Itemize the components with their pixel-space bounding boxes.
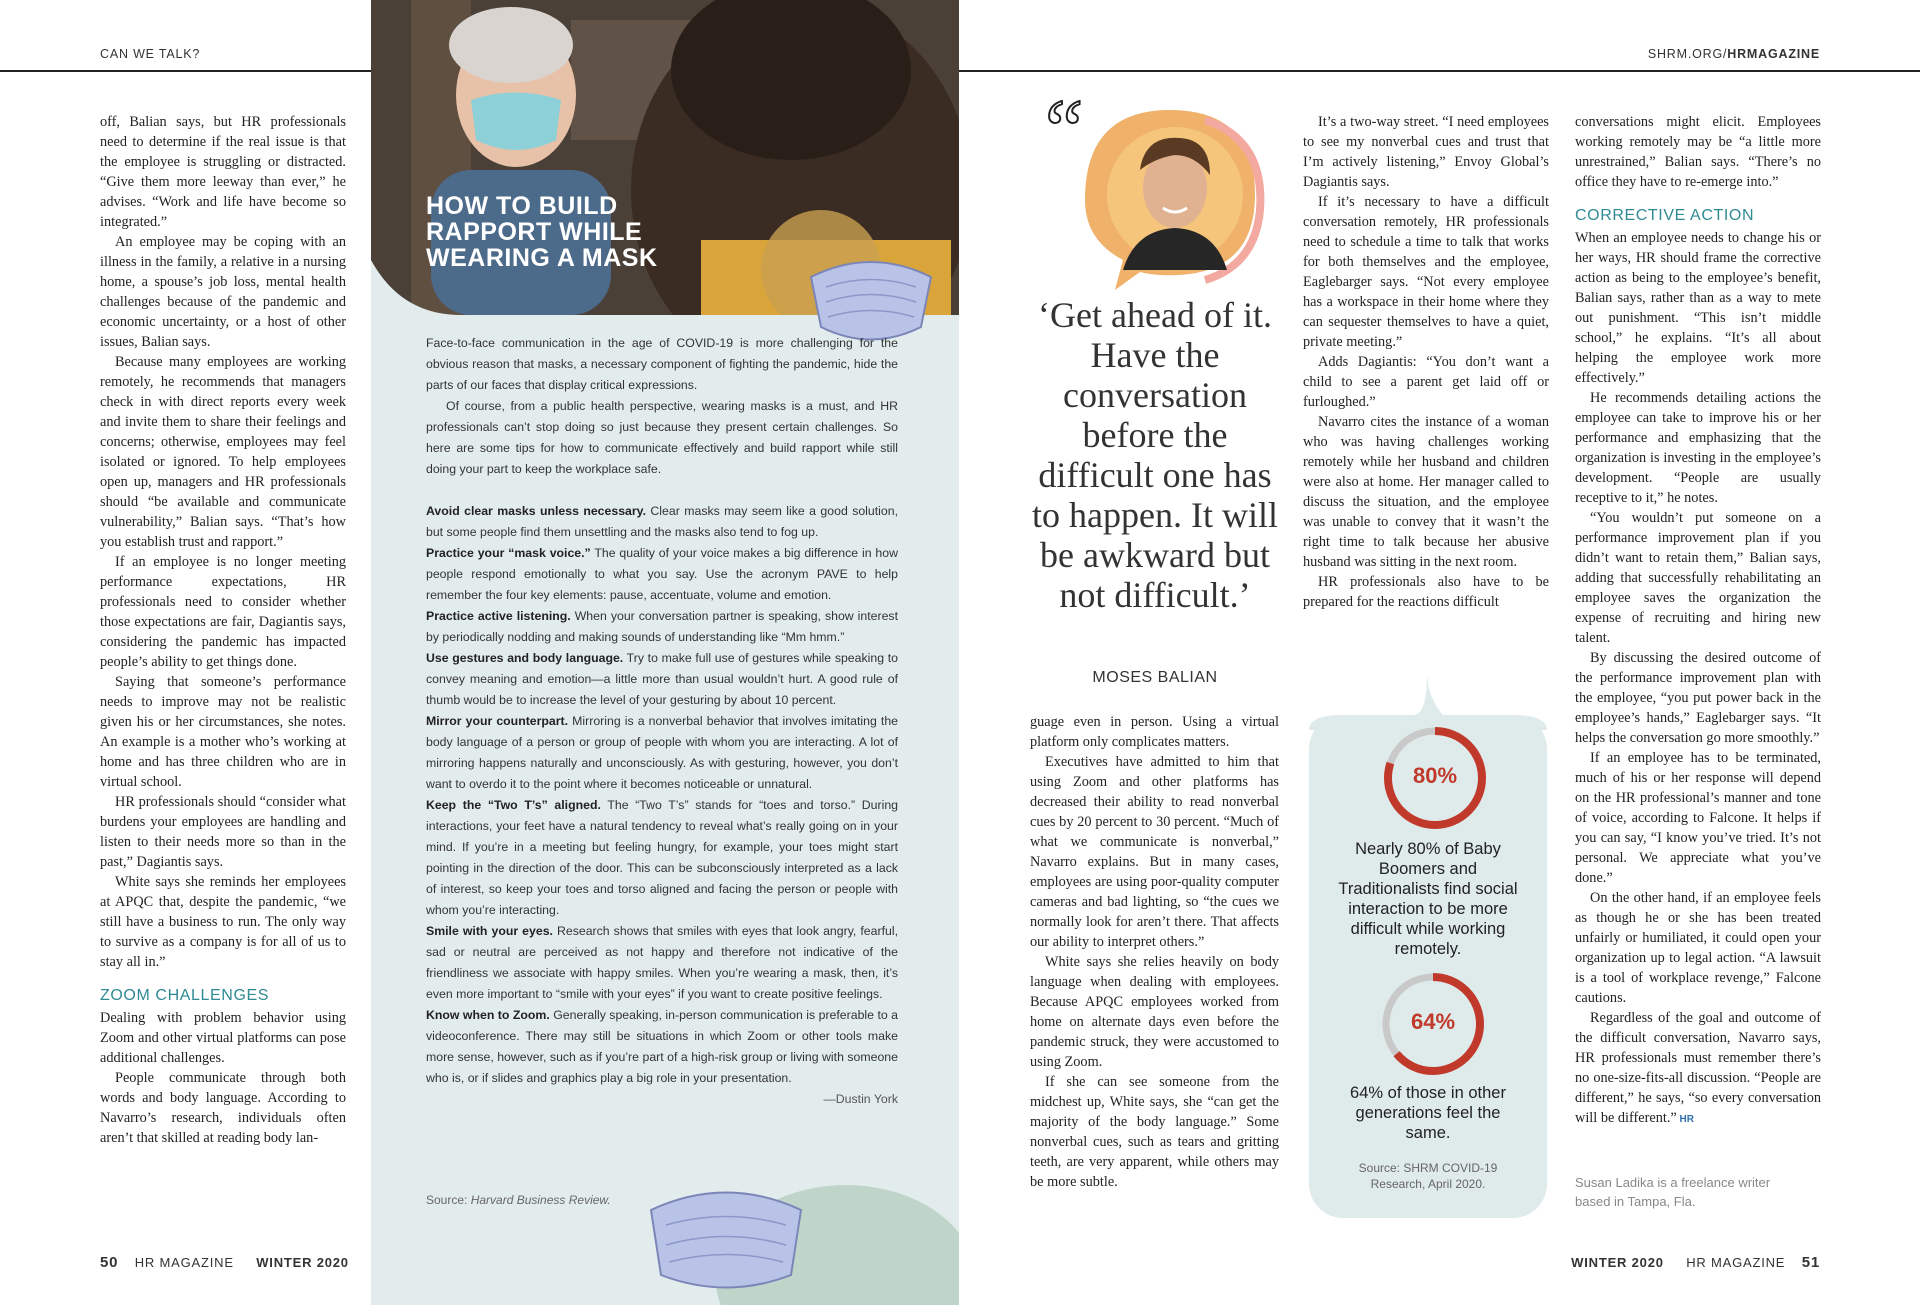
sidebar-tip-heading: Keep the “Two T’s” aligned. [426, 798, 601, 812]
stat-1-text: Nearly 80% of Baby Boomers and Traditionalists find social interaction to be more difficult while working remotely. [1338, 840, 1518, 958]
column-1-paragraphs [100, 112, 346, 972]
sidebar-text [426, 333, 898, 1110]
column-3 [1030, 712, 1279, 1192]
sidebar-tip [426, 543, 898, 606]
sidebar-source [426, 1193, 611, 1207]
header-rule-right [959, 70, 1920, 72]
paragraph: He recommends detailing actions the employee can take to improve his or her performance and emphasizing that the organization is investing in the employee’s development. “People are usually receptive to it,” he notes. [1575, 390, 1821, 506]
sidebar-tip-heading: Smile with your eyes. [426, 924, 553, 938]
sidebar-tip-heading: Use gestures and body language. [426, 651, 624, 665]
sidebar-tip-body: The “Two T’s” stands for “toes and torso.” During interactions, your feet have a natural tendency to reveal what’s really going on in your mind. If you’re in a meeting but feeling hungry, for example, your toes might start pointing in the direction of the door. This can be subconsciously interpreted as a lack of interest, so keep your toes and torso aligned and facing the person or people with whom you’re interacting. [426, 798, 898, 917]
sidebar-tip [426, 501, 898, 543]
paragraph: Regardless of the goal and outcome of the difficult conversation, Navarro says, HR professionals must remember there’s no one-size-fits-all discussion. “People are different,” he says, “so every conversation will be different.” HR [1575, 1010, 1821, 1126]
sidebar-tip-heading: Practice active listening. [426, 609, 571, 623]
sidebar-title-line: WEARING A MASK [426, 244, 658, 272]
running-head-left: CAN WE TALK? [100, 47, 201, 61]
sidebar-title-line: RAPPORT WHILE [426, 218, 643, 246]
footer-magazine-left: HR MAGAZINE [134, 1255, 234, 1270]
sidebar-tip-body: Try to make full use of gestures while speaking to convey meaning and emotion—a little more than usual wouldn’t hurt. A good rule of thumb would be to increase the level of your gesturing by about 10 percent. [426, 651, 898, 707]
paragraph: off, Balian says, but HR professionals need to determine if the real issue is that the employee is struggling or distracted. “Give them more leeway than ever,” he advises. “Work and life have become so integrated.” [100, 114, 346, 230]
paragraph: Saying that someone’s performance needs to improve may not be realistic given his or her circumstances, she notes. An example is a mother who’s working at home and has three children who are in virtual school. [100, 674, 346, 790]
paragraph: Dealing with problem behavior using Zoom and other virtual platforms can pose additional challenges. [100, 1010, 346, 1066]
sidebar-tip-body: Generally speaking, in-person communication is preferable to a videoconference. There may still be situations in which Zoom or other tools make more sense, however, such as if you’re part of a high-risk group or living with someone who is, or if slides and graphics play a big role in your presentation. [426, 1008, 898, 1085]
sidebar-source-label: Source: [426, 1193, 471, 1207]
author-bio-line: based in Tampa, Fla. [1575, 1194, 1696, 1209]
stat-source: Source: SHRM COVID-19 Research, April 2020. [1358, 1161, 1498, 1191]
paragraph: conversations might elicit. Employees working remotely may be “a little more unrestrained,” Balian says. “There’s no office they have to re-emerge into.” [1575, 114, 1821, 190]
running-head-right [1648, 47, 1820, 61]
subhead-corrective-action: CORRECTIVE ACTION [1575, 207, 1755, 224]
sidebar-title [426, 193, 658, 271]
paragraph: Navarro cites the instance of a woman who was having challenges working remotely while her husband and children were also at home. Her manager called to discuss the situation, and the employee was unable to convey that it wasn’t the right time to talk because her abusive husband was sitting in the next room. [1303, 414, 1549, 570]
paragraph: If she can see someone from the midchest up, White says, she “can get the majority of the body language.” Some nonverbal cues, such as tears and gritting teeth, are very apparent, while others may be more subtle. [1030, 1074, 1279, 1190]
sidebar-intro: Face-to-face communication in the age of COVID-19 is more challenging for the obvious reason that masks, a necessary component of fighting the pandemic, hide the parts of our faces that display critical expressions. [426, 336, 898, 392]
paragraph: By discussing the desired outcome of the performance improvement plan with the employee, “you put power back in the employee’s hands,” Eaglebarger says. “It helps the conversation go more smoothly.” [1575, 650, 1821, 746]
column-5 [1575, 112, 1821, 1130]
sidebar-tip [426, 606, 898, 648]
end-mark-icon: HR [1676, 1114, 1694, 1125]
paragraph: HR professionals also have to be prepared for the reactions difficult [1303, 574, 1549, 610]
sidebar-body [426, 333, 959, 1110]
footer-left [100, 1254, 349, 1271]
paragraph: People communicate through both words and body language. According to Navarro’s research, individuals often aren’t that skilled at reading body lan- [100, 1070, 346, 1146]
sidebar-tip-body: The quality of your voice makes a big difference in how people respond emotionally to what you say. Use the acronym PAVE to help remember the four key elements: pause, accentuate, volume and emotion. [426, 546, 898, 602]
paragraph: If it’s necessary to have a difficult conversation remotely, HR professionals need to schedule a time to talk that works for both themselves and the employee, Eaglebarger says. “Not every employee has a workspace in their home where they can sequester themselves to have a quiet, private meeting.” [1303, 194, 1549, 350]
paragraph: An employee may be coping with an illness in the family, a relative in a nursing home, a spouse’s job loss, mental health challenges because of the pandemic and economic uncertainty, or a host of other issues, Balian says. [100, 234, 346, 350]
sidebar-tip [426, 648, 898, 711]
paragraph: Adds Dagiantis: “You don’t want a child to see a parent get laid off or furloughed.” [1303, 354, 1549, 410]
pull-quote: ‘Get ahead of it. Have the conversation before the difficult one has to happen. It will be awkward but not difficult.’ [1032, 295, 1278, 615]
paragraph: When an employee needs to change his or her ways, HR should frame the corrective action as being to the employee’s benefit, Balian says, rather than as a way to mete out punishment. “This isn’t middle school,” he explains. “It’s all about helping the employee work more effectively.” [1575, 230, 1821, 386]
paragraph: Because many employees are working remotely, he recommends that managers check in with direct reports every week and invite them to share their feelings and concerns; otherwise, employees may feel isolated or ignored. To help employees open up, managers and HR professionals should “be available and communicate vulnerability,” Balian says. “That’s how you establish trust and rapport.” [100, 354, 346, 550]
subhead-zoom-challenges: ZOOM CHALLENGES [100, 987, 270, 1004]
footer-issue-right: WINTER 2020 [1571, 1255, 1664, 1270]
paragraph: White says she relies heavily on body language when dealing with employees. Because APQC employees worked from home on alternate days even before the pandemic struck, they were accustomed to using Zoom. [1030, 954, 1279, 1070]
sidebar-intro: Of course, from a public health perspective, wearing masks is a must, and HR professionals can’t stop doing so just because they present certain challenges. So here are some tips for how to communicate effectively and build rapport while still doing your part to keep the workplace safe. [426, 399, 898, 476]
sidebar-source-title: Harvard Business Review. [470, 1193, 611, 1207]
column-1-paragraphs-b [100, 1068, 346, 1148]
sidebar-tip [426, 711, 898, 795]
paragraph: HR professionals should “consider what burdens your employees are handling and listen to their needs more so than in the past,” Dagiantis says. [100, 794, 346, 870]
footer-right [1571, 1254, 1820, 1271]
sidebar-tip [426, 921, 898, 1005]
sidebar-tip-body: Research shows that smiles with eyes that look angry, fearful, sad or neutral are perceived as not happy and therefore not indicative of the friendliness we associate with happy smiles. When you’re wearing a mask, then, it’s even more important to “smile with your eyes” if you want to create positive feelings. [426, 924, 898, 1001]
sidebar-byline: —Dustin York [823, 1092, 898, 1106]
stat-2-text: 64% of those in other generations feel the same. [1350, 1084, 1506, 1142]
running-head-right-bold: HRMAGAZINE [1727, 47, 1820, 61]
paragraph: On the other hand, if an employee feels as though he or she has been treated unfairly or humiliated, it could open your organization up to legal action. “A lawsuit is a tool of workplace revenge,” Falcone cautions. [1575, 890, 1821, 1006]
stat-1-value: 80% [1412, 763, 1458, 788]
sidebar-title-line: HOW TO BUILD [426, 192, 618, 220]
pull-quote-attribution: MOSES BALIAN [1092, 669, 1218, 686]
mask-decoration [611, 1150, 959, 1305]
sidebar-panel [371, 0, 959, 1305]
paragraph: “You wouldn’t put someone on a performance improvement plan if you didn’t want to retain them,” Balian says, adding that successfully rehabilitating an employee saves the organization the expense of recruiting and hiring new talent. [1575, 510, 1821, 646]
paragraph: guage even in person. Using a virtual platform only complicates matters. [1030, 714, 1279, 750]
sidebar-tip-heading: Mirror your counterpart. [426, 714, 569, 728]
paragraph: If an employee is no longer meeting performance expectations, HR professionals need to consider whether those expectations are fair, Dagiantis says, considering the pandemic has impacted people’s ability to get things done. [100, 554, 346, 670]
paragraph: It’s a two-way street. “I need employees to see my nonverbal cues and trust that I’m actively listening,” Envoy Global’s Dagiantis says. [1303, 114, 1549, 190]
author-bio-line: Susan Ladika is a freelance writer [1575, 1175, 1771, 1190]
paragraph: If an employee has to be terminated, much of his or her response will depend on the HR professional’s manner and tone of voice, according to Falcone. It helps if you can say, “I know you’ve tried. It’s not personal. We appreciate what you’ve done.” [1575, 750, 1821, 886]
sidebar-tip-body: Mirroring is a nonverbal behavior that involves imitating the body language of a person or group of people with whom you are interacting. A lot of mirroring happens naturally and unconsciously. As with gesturing, however, you don’t want to overdo it to the point where it becomes noticeable or unnatural. [426, 714, 898, 791]
column-1 [100, 112, 346, 1148]
sidebar-tip [426, 1005, 898, 1089]
page-number-left: 50 [100, 1254, 119, 1271]
sidebar-tip-heading: Avoid clear masks unless necessary. [426, 504, 647, 518]
sidebar-tip-body: When your conversation partner is speaking, show interest by periodically nodding and making sounds of understanding like “Mm hmm.” [426, 609, 898, 644]
sidebar-tip-heading: Know when to Zoom. [426, 1008, 550, 1022]
page-number-right: 51 [1801, 1254, 1820, 1271]
footer-magazine-right: HR MAGAZINE [1686, 1255, 1786, 1270]
stat-2-value: 64% [1410, 1009, 1456, 1034]
column-4-paragraphs [1303, 112, 1549, 612]
author-bio [1575, 1173, 1770, 1211]
footer-issue-left: WINTER 2020 [256, 1255, 349, 1270]
svg-text:“: “ [1045, 100, 1084, 177]
sidebar-tip [426, 795, 898, 921]
running-head-right-prefix: SHRM.ORG/ [1647, 47, 1728, 61]
sidebar-tip-body: Clear masks may seem like a good solution, but some people find them unsettling and the masks also tend to fog up. [426, 504, 898, 539]
sidebar-tip-heading: Practice your “mask voice.” [426, 546, 591, 560]
column-5-paragraphs [1575, 388, 1821, 1130]
quote-portrait-graphic [1045, 100, 1265, 290]
column-3-paragraphs [1030, 752, 1279, 1192]
paragraph: Executives have admitted to him that using Zoom and other platforms has decreased their ability to read nonverbal cues by 20 percent to 30 percent. “Much of what we communicate is nonverbal,” Navarro explains. But in many cases, employees are using poor-quality computer cameras and bad lighting, so “the cues we normally look for aren’t there. That affects our ability to interpret others.” [1030, 754, 1279, 950]
column-4 [1303, 112, 1549, 612]
paragraph: White says she reminds her employees at APQC that, despite the pandemic, “we still have a business to run. The only way to survive as a company is for all of us to stay all in.” [100, 874, 346, 970]
sidebar-tips [426, 501, 898, 1089]
header-rule-left [0, 70, 371, 72]
